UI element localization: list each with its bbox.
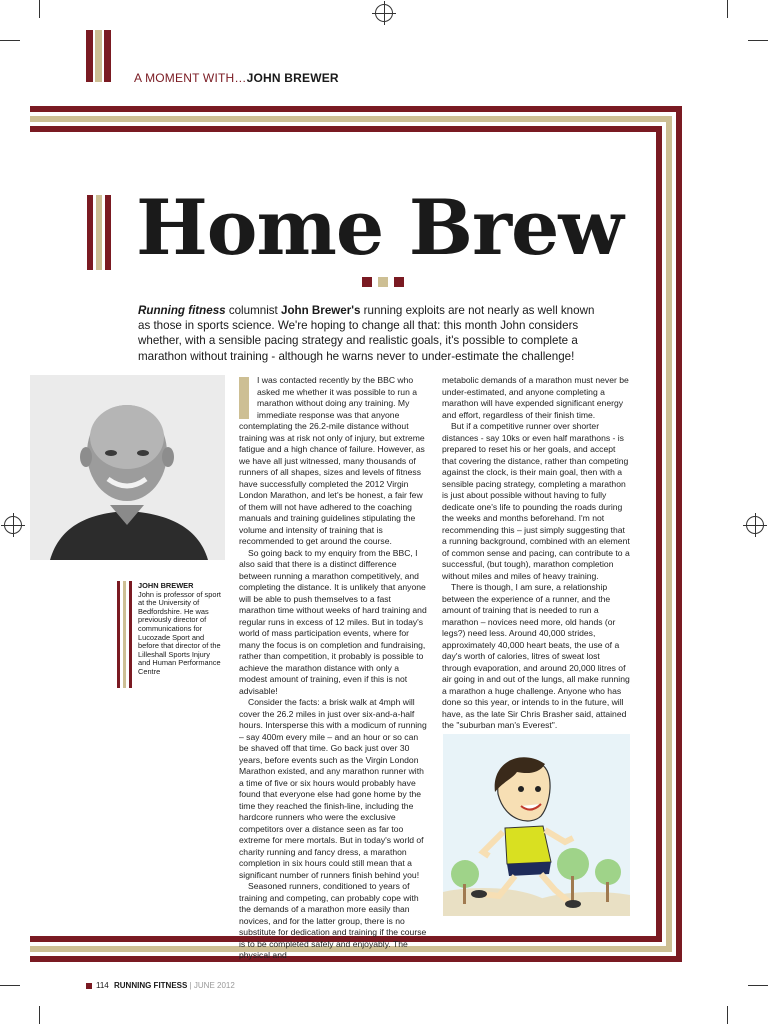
author-bio bbox=[138, 582, 222, 677]
header-stripes bbox=[86, 30, 112, 82]
crop-mark bbox=[727, 1006, 728, 1024]
column1-paragraph: Seasoned runners, conditioned to years of training and competing, can probably cope with the demands of a marathon more easily than novices, and for the latter group, there is no substitute for dedication and training if the course is to be completed safely and enjoyably. The physical and bbox=[239, 881, 427, 960]
column2-paragraph: There is though, I am sure, a relationship between the experience of a runner, and the amount of training that is needed to run a marathon – novices need more, old hands (or legs?) need less. Around 40,000 strides, approximately 40,000 heart beats, the use of a day's worth of calories, litres of sweat lost through evaporation, and around 20,000 litres of air going in and out of the lungs, all make running a marathon a huge challenge. Anyone who has done so this year, or intends to in the future, will have, as the late Sir Chris Brasher said, attained the "suburban man's Everest". bbox=[442, 582, 630, 730]
footer-magazine: RUNNING FITNESS bbox=[114, 981, 188, 990]
section-header-prefix: A MOMENT WITH… bbox=[134, 71, 247, 85]
footer-square bbox=[86, 983, 92, 989]
crop-mark bbox=[748, 40, 768, 41]
page-title: Home Brew bbox=[136, 183, 623, 272]
body-column-1 bbox=[239, 375, 427, 962]
column1-intro: I was contacted recently by the BBC who asked me whether it was possible to run a marathon without doing any training. My immediate response was that anyone contemplating the 26.2-mile distance without training was at risk not only of injury, but extreme fatigue and a high chance of failure. However, as we have all just witnessed, many thousands of runners of all shapes, sizes and levels of fitness have successfully completed the 2012 Virgin London Marathon, and let's be honest, a fair few of them will not have adhered to the coaching manuals and training guidelines stipulating the volume and intensity of training that is recommended to get around the course. bbox=[239, 375, 425, 546]
column1-paragraph: So going back to my enquiry from the BBC, I also said that there is a distinct difference between running a marathon competitively, and completing the distance. It is unlikely that anyone will be able to push themselves to a fast marathon time without weeks of hard training and regular runs in excess of 12 miles. But in today's world of mass participation events, where for many the focus is on completion and fundraising, rather than competition, it probably is possible to achieve the marathon distance with only a modest amount of training, even if this is not advisable! bbox=[239, 547, 427, 696]
crop-mark bbox=[0, 985, 20, 986]
bio-name: JOHN BREWER bbox=[138, 581, 194, 590]
bio-stripes bbox=[117, 581, 133, 688]
standfirst-text: columnist bbox=[225, 304, 282, 317]
title-divider-squares bbox=[362, 277, 407, 287]
registration-mark-right bbox=[746, 516, 764, 534]
column2-paragraph: But if a competitive runner over shorter distances - say 10ks or even half marathons - is prepared to reset his or her goals, and accept that covering the distance, rather than competing against the clock, is their main goal, then with a sensible pacing strategy, completing a marathon is just about possible without having to fully dedicate one's life to pounding the roads during the weeks and months beforehand. I'm not recommending this – just simply suggesting that a running background, combined with an element of common sense and pacing, can contribute to a successful, (but tough), marathon completion without miles and miles of heavy training. bbox=[442, 421, 630, 581]
crop-mark bbox=[748, 985, 768, 986]
standfirst-text: running exploits are not nearly as well known as those in sports science. We're hoping to change all that: this month John considers whether, with a sensible pacing strategy and realistic goals, it's possible to complete a marathon without training - although he warns never to under-estimate the challenge! bbox=[138, 304, 595, 363]
bio-text: John is professor of sport at the University of Bedfordshire. He was previously director of communications for Lucozade Sport and before that director of the Lilleshall Sports Injury and Human Performance Centre bbox=[138, 589, 221, 676]
crop-mark bbox=[0, 40, 20, 41]
author-photo bbox=[30, 375, 225, 560]
footer-page-number: 114 bbox=[96, 981, 109, 990]
title-stripes bbox=[87, 195, 113, 270]
registration-mark-left bbox=[4, 516, 22, 534]
footer-issue: JUNE 2012 bbox=[193, 981, 235, 990]
column1-paragraph: Consider the facts: a brisk walk at 4mph will cover the 26.2 miles in just over six-and-a-half hours. Intersperse this with a modicum of running – say 400m every mile – and an hour or so can be shaved off that time. Go back just over 30 years, before events such as the Virgin London Marathon existed, and any marathon runner with a time of five or six hours would probably have found that everyone else had gone home by the time they reached the finish-line, including the hardcore runners who were the exclusive competitors over a distance seen as far too extreme for mere mortals. But in today's world of charity running and fancy dress, a marathon completion in six hours could still mean that a significant number of runners finish behind you! bbox=[239, 697, 427, 880]
crop-mark bbox=[727, 0, 728, 18]
footer-separator: | bbox=[189, 981, 192, 990]
body-column-2 bbox=[442, 375, 630, 732]
runner-illustration bbox=[443, 734, 630, 916]
section-header-name: JOHN BREWER bbox=[246, 71, 339, 85]
standfirst-lead: Running fitness bbox=[138, 304, 226, 317]
crop-mark bbox=[39, 1006, 40, 1024]
crop-mark bbox=[39, 0, 40, 18]
standfirst-name: John Brewer's bbox=[281, 304, 361, 317]
registration-mark-top bbox=[375, 4, 393, 22]
standfirst bbox=[138, 303, 608, 364]
column2-paragraph: metabolic demands of a marathon must never be under-estimated, and anyone completing a marathon will have expended significant energy and effort, regardless of their finish time. bbox=[442, 375, 629, 420]
footer bbox=[86, 981, 235, 990]
section-header bbox=[134, 71, 339, 85]
dropcap bbox=[239, 377, 249, 419]
